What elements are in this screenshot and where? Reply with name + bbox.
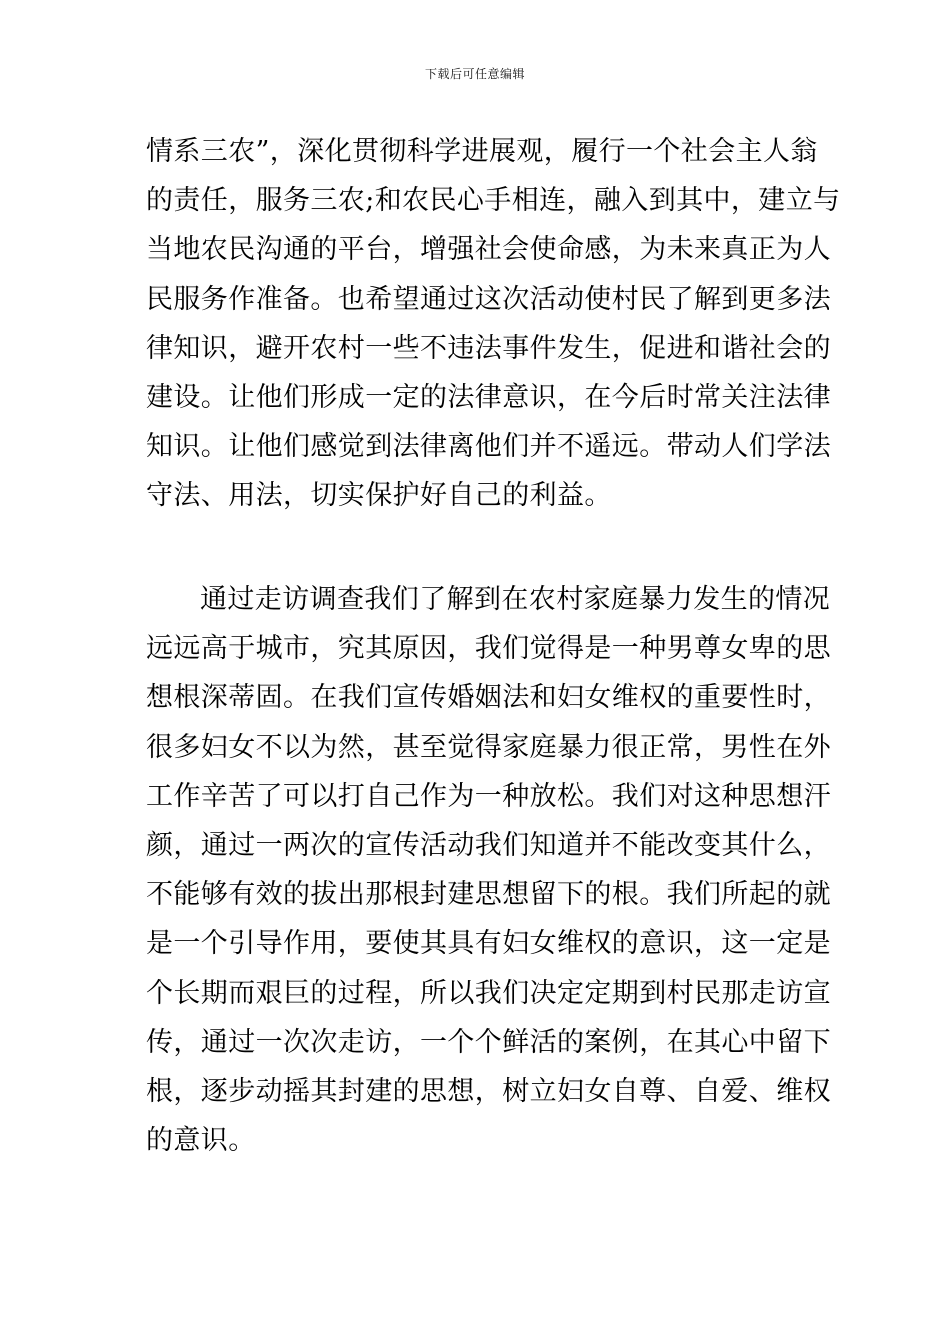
paragraph-1 (146, 127, 841, 521)
page-header-note: 下载后可任意编辑 (424, 67, 525, 81)
text-line: 的意识。 (146, 1125, 256, 1157)
text-line-indented: 通过走访调查我们了解到在农村家庭暴力发生的情况 (200, 584, 831, 615)
text-line: 律知识，避开农村一些不违法事件发生，促进和谐社会的 (146, 332, 831, 364)
text-line: 远远高于城市，究其原因，我们觉得是一种男尊女卑的思 (146, 633, 831, 665)
text-line: 颜，通过一两次的宣传活动我们知道并不能改变其什么， (146, 829, 831, 861)
text-line: 不能够有效的拔出那根封建思想留下的根。我们所起的就 (146, 879, 831, 911)
text-line: 想根深蒂固。在我们宣传婚姻法和妇女维权的重要性时， (146, 682, 831, 714)
text-line: 的责任，服务三农;和农民心手相连，融入到其中，建立与 (146, 185, 841, 217)
text-line: 当地农民沟通的平台，增强社会使命感，为未来真正为人 (146, 234, 831, 266)
text-line: 情系三农”，深化贯彻科学进展观，履行一个社会主人翁 (146, 136, 818, 167)
text-line: 个长期而艰巨的过程，所以我们决定定期到村民那走访宣 (146, 977, 831, 1009)
text-line: 是一个引导作用，要使其具有妇女维权的意识，这一定是 (146, 928, 831, 960)
text-line: 根，逐步动摇其封建的思想，树立妇女自尊、自爱、维权 (146, 1075, 831, 1107)
paragraph-2 (146, 575, 831, 1165)
text-line: 工作辛苦了可以打自己作为一种放松。我们对这种思想汗 (146, 780, 831, 812)
text-line: 传，通过一次次走访，一个个鲜活的案例，在其心中留下 (146, 1026, 831, 1058)
text-line: 很多妇女不以为然，甚至觉得家庭暴力很正常，男性在外 (146, 731, 831, 763)
text-line: 民服务作准备。也希望通过这次活动使村民了解到更多法 (146, 283, 831, 315)
text-line: 知识。让他们感觉到法律离他们并不遥远。带动人们学法 (146, 431, 831, 463)
text-line: 守法、用法，切实保护好自己的利益。 (146, 480, 612, 512)
text-line: 建设。让他们形成一定的法律意识，在今后时常关注法律 (146, 381, 831, 413)
